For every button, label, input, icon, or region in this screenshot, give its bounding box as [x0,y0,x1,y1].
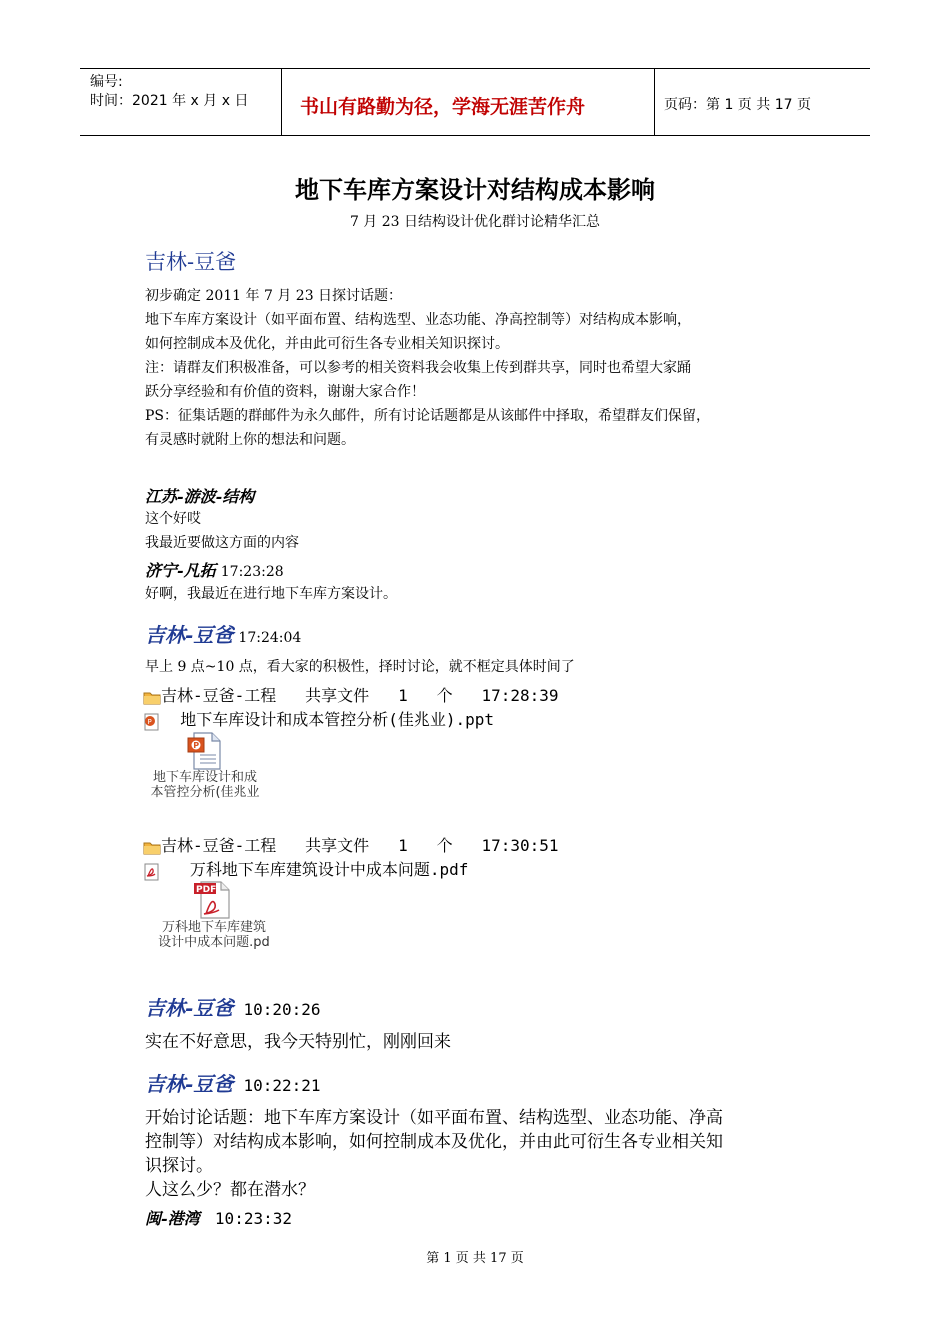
ppt-file-icon [143,713,161,729]
post-author: 江苏-游波-结构 [145,487,255,506]
header-time-label: 时间：2021 年 x 月 x 日 [90,93,249,109]
post-body: 好啊，我最近在进行地下车库方案设计。 [145,586,397,602]
page-title: 地下车库方案设计对结构成本影响 [295,176,655,204]
header-page-info: 页码：第 1 页 共 17 页 [664,97,811,113]
post-author: 吉林-豆爸 [145,250,237,274]
attachment-label-line: 万科地下车库建筑 [161,920,266,935]
attachment-label-line: 地下车库设计和成 [152,770,257,785]
ppt-attachment-icon[interactable] [186,731,226,771]
header-motto: 书山有路勤为径，学海无涯苦作舟 [300,96,586,118]
post-line: 初步确定 2011 年 7 月 23 日探讨话题： [145,288,403,304]
post-body: 早上 9 点~10 点，看大家的积极性，择时讨论，就不框定具体时间了 [145,659,575,675]
svg-text:PDF: PDF [196,885,217,895]
attachment-label-line: 设计中成本问题.pd [158,935,270,950]
file-name: 地下车库设计和成本管控分析(佳兆业).ppt [180,710,495,729]
share-line: 吉林-豆爸-工程 共享文件 1 个 17:28:39 [161,686,559,705]
svg-text:P: P [147,717,152,726]
post-line: 这个好哎 [145,511,201,527]
post-author: 吉林-豆爸 [145,996,234,1020]
post-time: 10:22:21 [243,1076,321,1095]
post-time: 10:20:26 [243,1000,321,1019]
post-header [145,992,321,1021]
file-link[interactable] [143,707,494,730]
post-author: 吉林-豆爸 [145,1072,234,1096]
post-body: 实在不好意思，我今天特别忙，刚刚回来 [145,1032,451,1052]
header-top-border [80,68,870,69]
page-subtitle: 7 月 23 日结构设计优化群讨论精华汇总 [349,214,601,230]
post-header [145,1206,292,1229]
header-bottom-border [80,135,870,136]
post-line: 注：请群友们积极准备，可以参考的相关资料我会收集上传到群共享，同时也希望大家踊 [145,360,691,376]
header-divider-1 [281,68,282,136]
pdf-file-icon [143,863,161,879]
post-line: 我最近要做这方面的内容 [145,535,299,551]
post-author: 吉林-豆爸 [145,623,234,647]
post-header [145,558,284,581]
folder-icon [143,839,161,855]
post-line: 跃分享经验和有价值的资料，谢谢大家合作！ [145,384,425,400]
attachment-label [135,770,275,800]
pdf-attachment-icon[interactable] [193,880,233,920]
post-body [145,507,299,555]
post-header [145,1068,321,1097]
post-line: 开始讨论话题：地下车库方案设计（如平面布置、结构选型、业态功能、净高 [145,1108,723,1128]
file-name: 万科地下车库建筑设计中成本问题.pdf [189,860,469,879]
folder-icon [143,689,161,705]
post-time: 10:23:32 [214,1209,292,1228]
post-author: 济宁-凡拓 [145,561,216,580]
post-line: 如何控制成本及优化，并由此可衍生各专业相关知识探讨。 [145,336,509,352]
share-notice [143,833,559,856]
post-line: 地下车库方案设计（如平面布置、结构选型、业态功能、净高控制等）对结构成本影响， [145,312,691,328]
header-number-label: 编号: [90,74,123,90]
post-author: 闽-港湾 [145,1209,200,1228]
post-line: 识探讨。 [145,1156,213,1176]
share-line: 吉林-豆爸-工程 共享文件 1 个 17:30:51 [161,836,559,855]
post-time: 17:23:28 [220,564,284,580]
header-divider-2 [654,68,655,136]
post-line: 人这么少？都在潜水？ [145,1180,315,1200]
post-time: 17:24:04 [238,630,302,646]
attachment-label [144,920,284,950]
page-footer: 第 1 页 共 17 页 [426,1251,524,1266]
svg-text:P: P [193,741,200,750]
attachment-label-line: 本管控分析(佳兆业 [150,785,260,800]
post-line: 控制等）对结构成本影响，如何控制成本及优化，并由此可衍生各专业相关知 [145,1132,723,1152]
share-notice [143,683,559,706]
post-line: PS：征集话题的群邮件为永久邮件，所有讨论话题都是从该邮件中择取，希望群友们保留， [145,408,711,424]
post-header [145,619,301,648]
post-body [145,284,825,452]
file-link[interactable] [143,857,468,880]
post-body [145,1106,825,1202]
post-line: 有灵感时就附上你的想法和问题。 [145,432,355,448]
